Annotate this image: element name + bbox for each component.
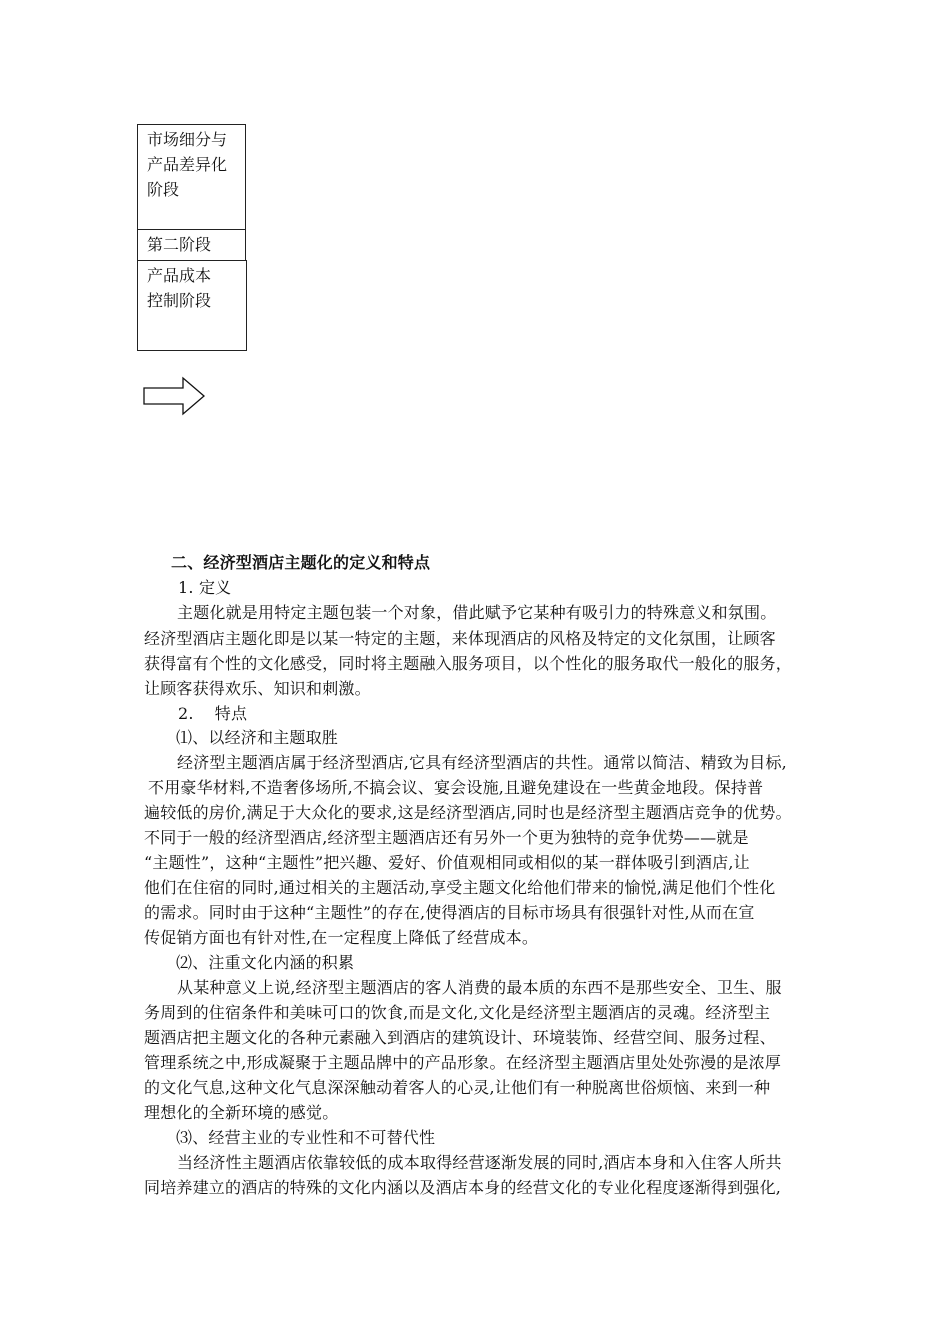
stage-box-line: 阶段 [147,180,180,199]
paragraph-line: 同培养建立的酒店的特殊的文化内涵以及酒店本身的经营文化的专业化程度逐渐得到强化, [144,1178,782,1197]
paragraph-line: 理想化的全新环境的感觉。 [144,1103,339,1122]
subheading-definition: 1. 定义 [178,578,232,597]
paragraph-line: 当经济性主题酒店依靠较低的成本取得经营逐渐发展的同时,酒店本身和入住客人所共 [177,1153,782,1172]
stage-box-line: 第二阶段 [147,235,212,254]
paragraph-line: “主题性”，这种“主题性”把兴趣、爱好、价值观相同或相似的某一群体吸引到酒店,让 [144,853,750,872]
paragraph-line: 管理系统之中,形成凝聚于主题品牌中的产品形象。在经济型主题酒店里处处弥漫的是浓厚 [144,1053,782,1072]
stage-box-market-segmentation [137,124,246,230]
subheading-features: 2. 特点 [178,704,248,723]
stage-box-line: 产品差异化 [147,155,228,174]
subheading-point-3: ⑶、经营主业的专业性和不可替代性 [176,1128,436,1147]
paragraph-line: 传促销方面也有针对性,在一定程度上降低了经营成本。 [144,928,539,947]
right-arrow-icon [143,376,207,418]
paragraph-line: 务周到的住宿条件和美味可口的饮食,而是文化,文化是经济型主题酒店的灵魂。经济型主 [144,1003,771,1022]
subheading-point-1: ⑴、以经济和主题取胜 [176,728,339,747]
paragraph-line: 经济型主题酒店属于经济型酒店,它具有经济型酒店的共性。通常以简洁、精致为目标, [177,753,787,772]
paragraph-line: 不同于一般的经济型酒店,经济型主题酒店还有另外一个更为独特的竞争优势——就是 [144,828,749,847]
paragraph-line: 遍较低的房价,满足于大众化的要求,这是经济型酒店,同时也是经济型主题酒店竞争的优势。 [144,803,792,822]
paragraph-line: 让顾客获得欢乐、知识和刺激。 [144,679,371,698]
paragraph-line: 题酒店把主题文化的各种元素融入到酒店的建筑设计、环境装饰、经营空间、服务过程、 [144,1028,776,1047]
stage-box-line: 控制阶段 [147,291,212,310]
stage-box-cost-control [137,260,247,351]
subheading-point-2: ⑵、注重文化内涵的积累 [176,953,355,972]
paragraph-line: 他们在住宿的同时,通过相关的主题活动,享受主题文化给他们带来的愉悦,满足他们个性化 [144,878,776,897]
section-heading: 二、经济型酒店主题化的定义和特点 [171,553,431,572]
stage-box-second-stage [137,229,246,261]
paragraph-line: 不用豪华材料,不造奢侈场所,不搞会议、宴会设施,且避免建设在一些黄金地段。保持普 [148,778,764,797]
paragraph-line: 的文化气息,这种文化气息深深触动着客人的心灵,让他们有一种脱离世俗烦恼、来到一种 [144,1078,771,1097]
paragraph-line: 经济型酒店主题化即是以某一特定的主题，来体现酒店的风格及特定的文化氛围，让顾客 [144,629,776,648]
paragraph-line: 获得富有个性的文化感受，同时将主题融入服务项目，以个性化的服务取代一般化的服务， [144,654,793,673]
paragraph-line: 的需求。同时由于这种“主题性”的存在,使得酒店的目标市场具有很强针对性,从而在宣 [144,903,755,922]
paragraph-line: 从某种意义上说,经济型主题酒店的客人消费的最本质的东西不是那些安全、卫生、服 [177,978,782,997]
paragraph-line: 主题化就是用特定主题包装一个对象，借此赋予它某种有吸引力的特殊意义和氛围。 [177,603,777,622]
stage-box-line: 市场细分与 [147,130,228,149]
stage-box-line: 产品成本 [147,266,212,285]
